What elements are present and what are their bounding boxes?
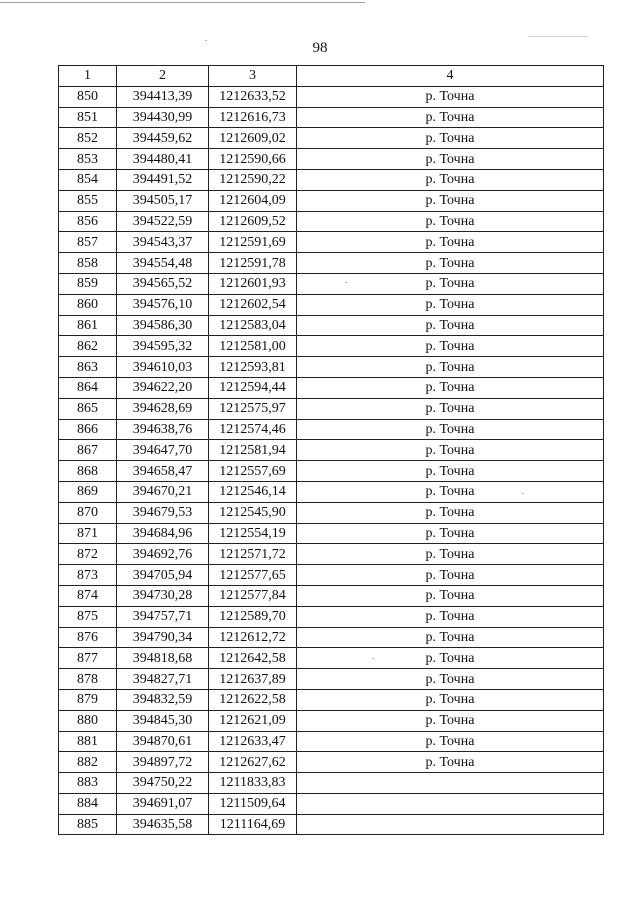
- point-number-cell: 883: [59, 773, 117, 794]
- x-coordinate-cell: 394790,34: [117, 627, 209, 648]
- point-number-cell: 851: [59, 107, 117, 128]
- table-row: [59, 689, 604, 710]
- point-number-cell: 882: [59, 752, 117, 773]
- table-row: [59, 253, 604, 274]
- x-coordinate-cell: 394692,76: [117, 544, 209, 565]
- scan-edge-line: [0, 2, 365, 3]
- table-row: [59, 149, 604, 170]
- x-coordinate-cell: 394522,59: [117, 211, 209, 232]
- table-row: [59, 544, 604, 565]
- y-coordinate-cell: 1212557,69: [209, 461, 297, 482]
- y-coordinate-cell: 1212609,52: [209, 211, 297, 232]
- table-row: [59, 377, 604, 398]
- x-coordinate-cell: 394750,22: [117, 773, 209, 794]
- x-coordinate-cell: 394565,52: [117, 273, 209, 294]
- y-coordinate-cell: 1211509,64: [209, 793, 297, 814]
- y-coordinate-cell: 1212574,46: [209, 419, 297, 440]
- description-cell: р. Точна: [297, 149, 604, 170]
- description-cell: р. Точна: [297, 648, 604, 669]
- table-row: [59, 169, 604, 190]
- y-coordinate-cell: 1212642,58: [209, 648, 297, 669]
- point-number-cell: 855: [59, 190, 117, 211]
- y-coordinate-cell: 1212571,72: [209, 544, 297, 565]
- description-cell: р. Точна: [297, 502, 604, 523]
- page-number: 98: [312, 40, 328, 56]
- y-coordinate-cell: 1212616,73: [209, 107, 297, 128]
- table-row: [59, 419, 604, 440]
- table-row: [59, 793, 604, 814]
- x-coordinate-cell: 394705,94: [117, 565, 209, 586]
- x-coordinate-cell: 394827,71: [117, 669, 209, 690]
- table-body: [59, 86, 604, 835]
- y-coordinate-cell: 1212554,19: [209, 523, 297, 544]
- y-coordinate-cell: 1212590,22: [209, 169, 297, 190]
- description-cell: [297, 814, 604, 835]
- point-number-cell: 853: [59, 149, 117, 170]
- description-cell: р. Точна: [297, 689, 604, 710]
- description-cell: р. Точна: [297, 710, 604, 731]
- description-cell: р. Точна: [297, 128, 604, 149]
- point-number-cell: 873: [59, 565, 117, 586]
- description-cell: р. Точна: [297, 253, 604, 274]
- y-coordinate-cell: 1212589,70: [209, 606, 297, 627]
- x-coordinate-cell: 394554,48: [117, 253, 209, 274]
- y-coordinate-cell: 1212637,89: [209, 669, 297, 690]
- y-coordinate-cell: 1212591,69: [209, 232, 297, 253]
- y-coordinate-cell: 1212545,90: [209, 502, 297, 523]
- point-number-cell: 850: [59, 86, 117, 107]
- description-cell: р. Точна: [297, 481, 604, 502]
- point-number-cell: 874: [59, 585, 117, 606]
- y-coordinate-cell: 1212581,00: [209, 336, 297, 357]
- table-row: [59, 481, 604, 502]
- x-coordinate-cell: 394818,68: [117, 648, 209, 669]
- x-coordinate-cell: 394730,28: [117, 585, 209, 606]
- description-cell: р. Точна: [297, 107, 604, 128]
- table-row: [59, 294, 604, 315]
- point-number-cell: 868: [59, 461, 117, 482]
- table-row: [59, 232, 604, 253]
- description-cell: р. Точна: [297, 731, 604, 752]
- y-coordinate-cell: 1212622,58: [209, 689, 297, 710]
- table-header-row: [59, 66, 604, 87]
- description-cell: р. Точна: [297, 544, 604, 565]
- table-row: [59, 86, 604, 107]
- x-coordinate-cell: 394595,32: [117, 336, 209, 357]
- point-number-cell: 870: [59, 502, 117, 523]
- y-coordinate-cell: 1212583,04: [209, 315, 297, 336]
- table-row: [59, 461, 604, 482]
- description-cell: [297, 793, 604, 814]
- point-number-cell: 854: [59, 169, 117, 190]
- y-coordinate-cell: 1212577,65: [209, 565, 297, 586]
- y-coordinate-cell: 1212581,94: [209, 440, 297, 461]
- description-cell: р. Точна: [297, 523, 604, 544]
- y-coordinate-cell: 1212612,72: [209, 627, 297, 648]
- y-coordinate-cell: 1212633,52: [209, 86, 297, 107]
- x-coordinate-cell: 394459,62: [117, 128, 209, 149]
- table-row: [59, 336, 604, 357]
- point-number-cell: 864: [59, 377, 117, 398]
- description-cell: р. Точна: [297, 585, 604, 606]
- x-coordinate-cell: 394543,37: [117, 232, 209, 253]
- table-row: [59, 357, 604, 378]
- x-coordinate-cell: 394658,47: [117, 461, 209, 482]
- point-number-cell: 856: [59, 211, 117, 232]
- table-row: [59, 190, 604, 211]
- table-row: [59, 107, 604, 128]
- y-coordinate-cell: 1212577,84: [209, 585, 297, 606]
- point-number-cell: 878: [59, 669, 117, 690]
- point-number-cell: 880: [59, 710, 117, 731]
- description-cell: р. Точна: [297, 565, 604, 586]
- table-row: [59, 627, 604, 648]
- y-coordinate-cell: 1212591,78: [209, 253, 297, 274]
- description-cell: р. Точна: [297, 190, 604, 211]
- x-coordinate-cell: 394757,71: [117, 606, 209, 627]
- table-row: [59, 731, 604, 752]
- x-coordinate-cell: 394413,39: [117, 86, 209, 107]
- table-row: [59, 773, 604, 794]
- y-coordinate-cell: 1211833,83: [209, 773, 297, 794]
- description-cell: р. Точна: [297, 461, 604, 482]
- description-cell: [297, 773, 604, 794]
- x-coordinate-cell: 394832,59: [117, 689, 209, 710]
- x-coordinate-cell: 394845,30: [117, 710, 209, 731]
- description-cell: р. Точна: [297, 232, 604, 253]
- table-row: [59, 315, 604, 336]
- column-header-4: 4: [297, 66, 604, 87]
- description-cell: р. Точна: [297, 86, 604, 107]
- point-number-cell: 884: [59, 793, 117, 814]
- description-cell: р. Точна: [297, 419, 604, 440]
- table-row: [59, 273, 604, 294]
- description-cell: р. Точна: [297, 357, 604, 378]
- x-coordinate-cell: 394684,96: [117, 523, 209, 544]
- x-coordinate-cell: 394505,17: [117, 190, 209, 211]
- x-coordinate-cell: 394670,21: [117, 481, 209, 502]
- table-row: [59, 211, 604, 232]
- y-coordinate-cell: 1212590,66: [209, 149, 297, 170]
- point-number-cell: 863: [59, 357, 117, 378]
- table-row: [59, 585, 604, 606]
- table-row: [59, 710, 604, 731]
- column-header-1: 1: [59, 66, 117, 87]
- x-coordinate-cell: 394870,61: [117, 731, 209, 752]
- table-row: [59, 502, 604, 523]
- point-number-cell: 871: [59, 523, 117, 544]
- y-coordinate-cell: 1212546,14: [209, 481, 297, 502]
- point-number-cell: 877: [59, 648, 117, 669]
- point-number-cell: 876: [59, 627, 117, 648]
- description-cell: р. Точна: [297, 211, 604, 232]
- table-row: [59, 752, 604, 773]
- table-row: [59, 523, 604, 544]
- x-coordinate-cell: 394628,69: [117, 398, 209, 419]
- description-cell: р. Точна: [297, 294, 604, 315]
- point-number-cell: 881: [59, 731, 117, 752]
- description-cell: р. Точна: [297, 627, 604, 648]
- y-coordinate-cell: 1212609,02: [209, 128, 297, 149]
- point-number-cell: 852: [59, 128, 117, 149]
- x-coordinate-cell: 394691,07: [117, 793, 209, 814]
- description-cell: р. Точна: [297, 273, 604, 294]
- point-number-cell: 867: [59, 440, 117, 461]
- point-number-cell: 860: [59, 294, 117, 315]
- point-number-cell: 865: [59, 398, 117, 419]
- table-row: [59, 669, 604, 690]
- y-coordinate-cell: 1212627,62: [209, 752, 297, 773]
- y-coordinate-cell: 1212633,47: [209, 731, 297, 752]
- x-coordinate-cell: 394430,99: [117, 107, 209, 128]
- table-row: [59, 565, 604, 586]
- column-header-2: 2: [117, 66, 209, 87]
- x-coordinate-cell: 394635,58: [117, 814, 209, 835]
- y-coordinate-cell: 1212602,54: [209, 294, 297, 315]
- y-coordinate-cell: 1212594,44: [209, 377, 297, 398]
- x-coordinate-cell: 394897,72: [117, 752, 209, 773]
- point-number-cell: 861: [59, 315, 117, 336]
- table-row: [59, 128, 604, 149]
- x-coordinate-cell: 394679,53: [117, 502, 209, 523]
- x-coordinate-cell: 394610,03: [117, 357, 209, 378]
- point-number-cell: 885: [59, 814, 117, 835]
- description-cell: р. Точна: [297, 606, 604, 627]
- point-number-cell: 875: [59, 606, 117, 627]
- table-row: [59, 440, 604, 461]
- x-coordinate-cell: 394638,76: [117, 419, 209, 440]
- table-row: [59, 398, 604, 419]
- x-coordinate-cell: 394576,10: [117, 294, 209, 315]
- table-row: [59, 648, 604, 669]
- table-row: [59, 606, 604, 627]
- point-number-cell: 859: [59, 273, 117, 294]
- point-number-cell: 857: [59, 232, 117, 253]
- y-coordinate-cell: 1212604,09: [209, 190, 297, 211]
- y-coordinate-cell: 1212575,97: [209, 398, 297, 419]
- y-coordinate-cell: 1212601,93: [209, 273, 297, 294]
- x-coordinate-cell: 394491,52: [117, 169, 209, 190]
- description-cell: р. Точна: [297, 336, 604, 357]
- point-number-cell: 862: [59, 336, 117, 357]
- x-coordinate-cell: 394647,70: [117, 440, 209, 461]
- x-coordinate-cell: 394622,20: [117, 377, 209, 398]
- y-coordinate-cell: 1212593,81: [209, 357, 297, 378]
- description-cell: р. Точна: [297, 669, 604, 690]
- point-number-cell: 869: [59, 481, 117, 502]
- point-number-cell: 858: [59, 253, 117, 274]
- y-coordinate-cell: 1211164,69: [209, 814, 297, 835]
- description-cell: р. Точна: [297, 169, 604, 190]
- description-cell: р. Точна: [297, 377, 604, 398]
- scan-speck: [528, 36, 588, 37]
- coordinates-table: [58, 65, 604, 835]
- y-coordinate-cell: 1212621,09: [209, 710, 297, 731]
- description-cell: р. Точна: [297, 440, 604, 461]
- point-number-cell: 872: [59, 544, 117, 565]
- point-number-cell: 879: [59, 689, 117, 710]
- description-cell: р. Точна: [297, 398, 604, 419]
- x-coordinate-cell: 394480,41: [117, 149, 209, 170]
- point-number-cell: 866: [59, 419, 117, 440]
- column-header-3: 3: [209, 66, 297, 87]
- x-coordinate-cell: 394586,30: [117, 315, 209, 336]
- table-row: [59, 814, 604, 835]
- description-cell: р. Точна: [297, 752, 604, 773]
- description-cell: р. Точна: [297, 315, 604, 336]
